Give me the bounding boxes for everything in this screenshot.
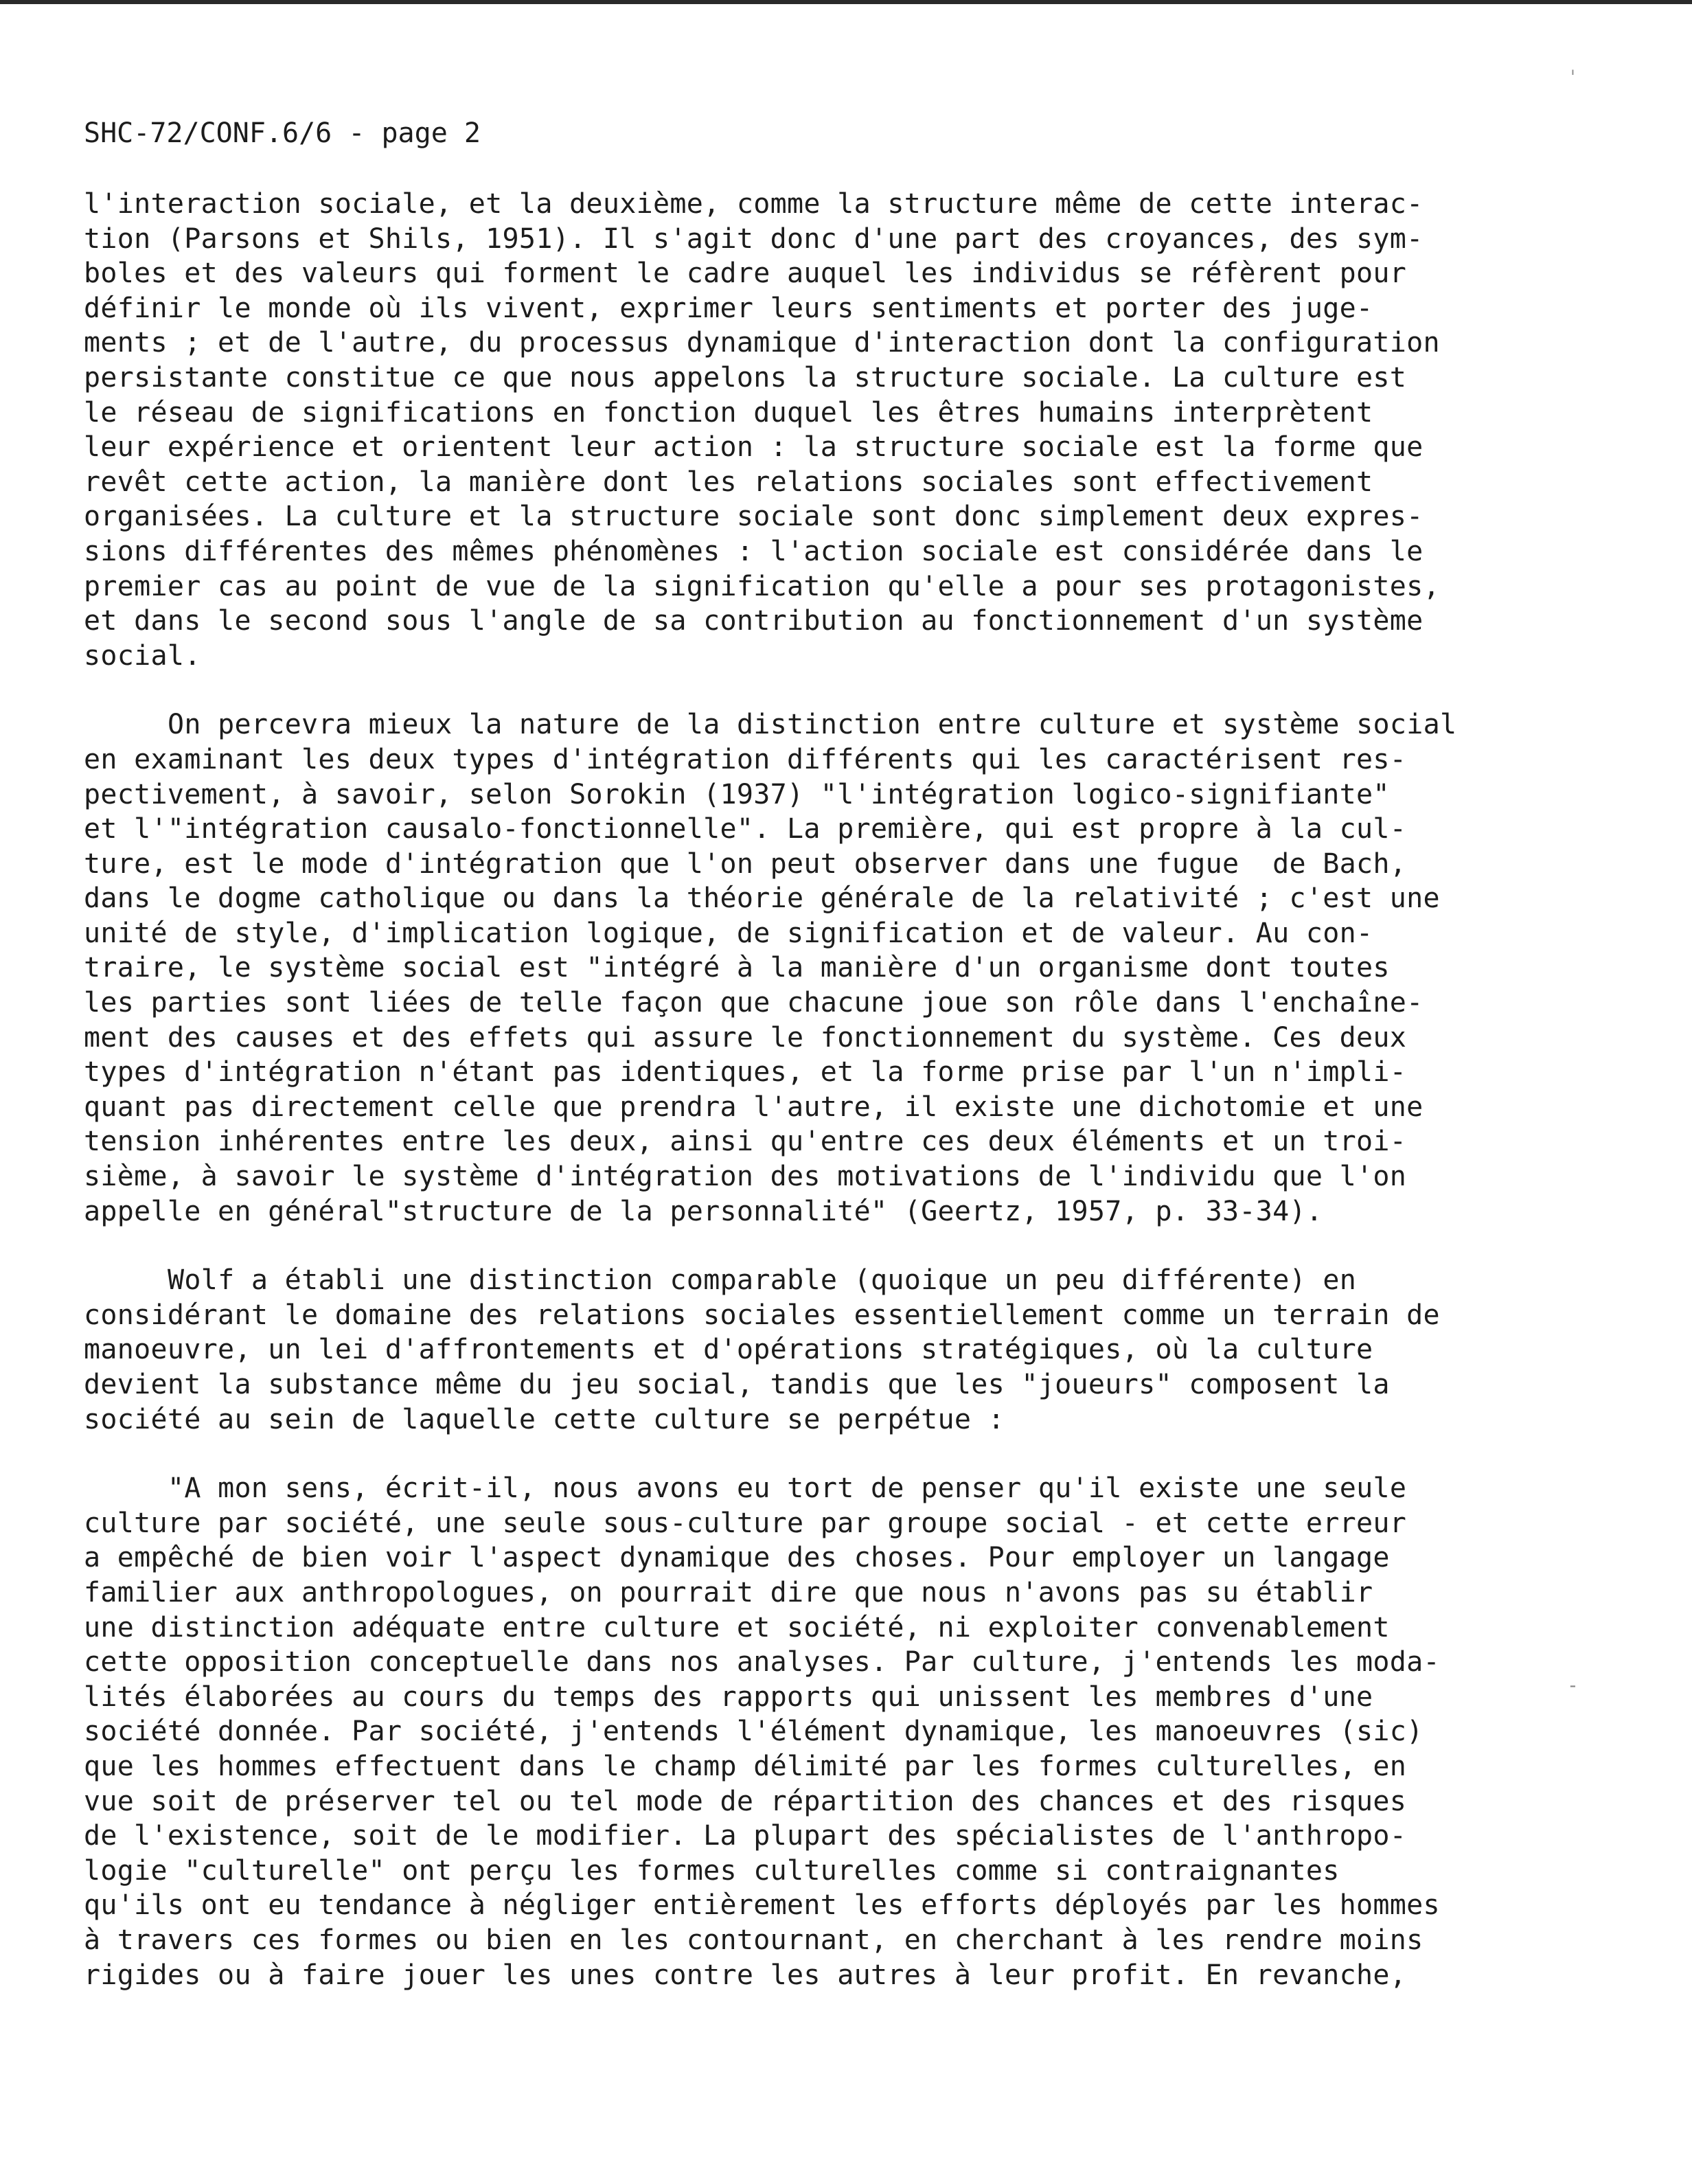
- text-line: cette opposition conceptuelle dans nos analyses. Par culture, j'entends les moda-: [84, 1646, 1440, 1679]
- text-line: social.: [84, 639, 201, 672]
- scan-speck: -: [1567, 1674, 1579, 1696]
- text-line: familier aux anthropologues, on pourrait dire que nous n'avons pas su établir: [84, 1576, 1373, 1608]
- text-line: traire, le système social est "intégré à la manière d'un organisme dont toutes: [84, 952, 1390, 984]
- text-line: qu'ils ont eu tendance à négliger entièrement les efforts déployés par les hommes: [84, 1889, 1440, 1922]
- text-line: et l'"intégration causalo-fonctionnelle". La première, qui est propre à la cul-: [84, 813, 1407, 845]
- text-line: appelle en général"structure de la personnalité" (Geertz, 1957, p. 33-34).: [84, 1195, 1323, 1227]
- text-line: persistante constitue ce que nous appelons la structure sociale. La culture est: [84, 361, 1407, 394]
- text-line: culture par société, une seule sous-culture par groupe social - et cette erreur: [84, 1507, 1407, 1539]
- text-line: et dans le second sous l'angle de sa contribution au fonctionnement d'un système: [84, 605, 1424, 637]
- text-line: dans le dogme catholique ou dans la théorie générale de la relativité ; c'est une: [84, 883, 1440, 915]
- text-line: lités élaborées au cours du temps des rapports qui unissent les membres d'une: [84, 1681, 1373, 1713]
- text-line: société au sein de laquelle cette culture se perpétue :: [84, 1403, 1005, 1435]
- text-line: manoeuvre, un lei d'affrontements et d'opérations stratégiques, où la culture: [84, 1334, 1373, 1366]
- paragraph: [84, 707, 1512, 1229]
- text-line: devient la substance même du jeu social, tandis que les "joueurs" composent la: [84, 1369, 1390, 1400]
- top-edge-rule: [0, 0, 1692, 4]
- text-line: tension inhérentes entre les deux, ainsi qu'entre ces deux éléments et un troi-: [84, 1126, 1407, 1158]
- text-line: types d'intégration n'étant pas identiques, et la forme prise par l'un n'impli-: [84, 1056, 1407, 1089]
- page-header: SHC-72/CONF.6/6 - page 2: [84, 117, 481, 149]
- text-line: leur expérience et orientent leur action : la structure sociale est la forme que: [84, 431, 1424, 464]
- text-line: revêt cette action, la manière dont les relations sociales sont effectivement: [84, 466, 1373, 498]
- text-line: organisées. La culture et la structure sociale sont donc simplement deux expres-: [84, 501, 1424, 533]
- paragraph: [84, 1471, 1512, 1992]
- text-line: ment des causes et des effets qui assure le fonctionnement du système. Ces deux: [84, 1021, 1407, 1054]
- text-line: le réseau de significations en fonction duquel les êtres humains interprètent: [84, 396, 1373, 429]
- text-line: pectivement, à savoir, selon Sorokin (1937) "l'intégration logico-signifiante": [84, 778, 1390, 810]
- text-line: que les hommes effectuent dans le champ délimité par les formes culturelles, en: [84, 1750, 1407, 1782]
- text-line: sième, à savoir le système d'intégration des motivations de l'individu que l'on: [84, 1161, 1407, 1193]
- text-line: unité de style, d'implication logique, de signification et de valeur. Au con-: [84, 917, 1373, 949]
- text-line: une distinction adéquate entre culture et société, ni exploiter convenablement: [84, 1611, 1390, 1643]
- text-line: logie "culturelle" ont perçu les formes culturelles comme si contraignantes: [84, 1854, 1340, 1887]
- text-line: On percevra mieux la nature de la distinction entre culture et système social: [168, 709, 1457, 741]
- paragraph: [84, 1263, 1512, 1437]
- paragraph: [84, 187, 1512, 673]
- text-line: en examinant les deux types d'intégration différents qui les caractérisent res-: [84, 743, 1407, 775]
- text-line: de l'existence, soit de le modifier. La plupart des spécialistes de l'anthropo-: [84, 1820, 1407, 1852]
- text-line: tion (Parsons et Shils, 1951). Il s'agit donc d'une part des croyances, des sym-: [84, 223, 1424, 255]
- text-line: l'interaction sociale, et la deuxième, comme la structure même de cette interac-: [84, 188, 1424, 220]
- document-body: [84, 187, 1512, 1992]
- text-line: à travers ces formes ou bien en les contournant, en cherchant à les rendre moins: [84, 1924, 1424, 1956]
- text-line: définir le monde où ils vivent, exprimer leurs sentiments et porter des juge-: [84, 292, 1373, 324]
- text-line: sions différentes des mêmes phénomènes : l'action sociale est considérée dans le: [84, 535, 1424, 567]
- text-line: ture, est le mode d'intégration que l'on peut observer dans une fugue de Bach,: [84, 848, 1407, 880]
- text-line: premier cas au point de vue de la signification qu'elle a pour ses protagonistes,: [84, 570, 1440, 602]
- text-line: rigides ou à faire jouer les unes contre les autres à leur profit. En revanche,: [84, 1959, 1407, 1991]
- text-line: "A mon sens, écrit-il, nous avons eu tort de penser qu'il existe une seule: [168, 1472, 1407, 1505]
- text-line: ments ; et de l'autre, du processus dynamique d'interaction dont la configuration: [84, 327, 1440, 359]
- text-line: vue soit de préserver tel ou tel mode de répartition des chances et des risques: [84, 1785, 1407, 1817]
- text-line: société donnée. Par société, j'entends l'élément dynamique, les manoeuvres (sic): [84, 1716, 1424, 1748]
- text-line: quant pas directement celle que prendra l'autre, il existe une dichotomie et une: [84, 1091, 1424, 1123]
- text-line: Wolf a établi une distinction comparable (quoique un peu différente) en: [168, 1264, 1357, 1297]
- text-line: a empêché de bien voir l'aspect dynamique des choses. Pour employer un langage: [84, 1542, 1390, 1574]
- scan-speck: ˌ: [1567, 54, 1579, 77]
- text-line: les parties sont liées de telle façon que chacune joue son rôle dans l'enchaîne-: [84, 987, 1424, 1019]
- text-line: boles et des valeurs qui forment le cadre auquel les individus se réfèrent pour: [84, 258, 1407, 290]
- text-line: considérant le domaine des relations sociales essentiellement comme un terrain de: [84, 1299, 1440, 1331]
